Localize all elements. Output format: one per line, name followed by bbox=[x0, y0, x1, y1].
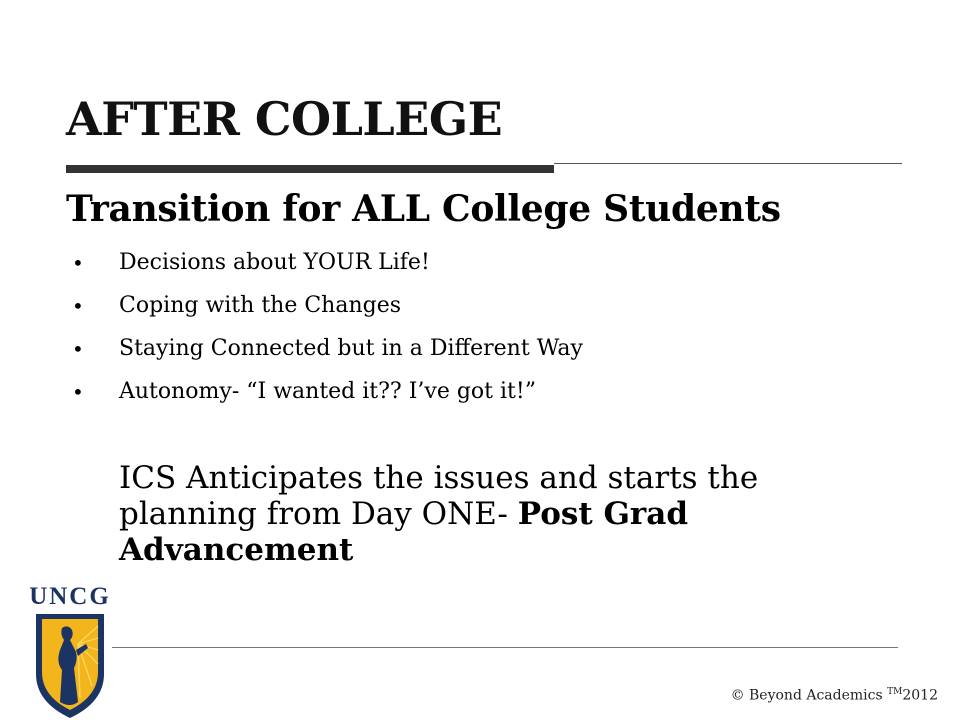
summary-paragraph bbox=[119, 460, 859, 568]
logo-wordmark: UNCG bbox=[29, 583, 111, 610]
trademark-mark: TM bbox=[887, 687, 903, 697]
bullet-dot-icon: • bbox=[72, 380, 84, 404]
summary-bold-text: Post Grad Advancement bbox=[119, 496, 689, 568]
uncg-shield-icon bbox=[22, 578, 118, 720]
title-underline-thin bbox=[554, 163, 902, 164]
slide-subtitle: Transition for ALL College Students bbox=[66, 188, 781, 230]
bullet-text: Coping with the Changes bbox=[119, 293, 402, 318]
title-underline-thick bbox=[66, 165, 554, 173]
bullet-text: Decisions about YOUR Life! bbox=[119, 250, 430, 275]
summary-regular-text: ICS Anticipates the issues and starts the planning from Day ONE- bbox=[119, 460, 759, 532]
slide-title: AFTER COLLEGE bbox=[66, 92, 503, 146]
bullet-text: Autonomy- “I wanted it?? I’ve got it!” bbox=[119, 379, 536, 404]
copyright-prefix: © Beyond Academics bbox=[730, 687, 883, 704]
bullet-dot-icon: • bbox=[72, 294, 84, 318]
copyright-year: 2012 bbox=[902, 687, 938, 704]
footer-divider bbox=[112, 647, 898, 648]
bullet-dot-icon: • bbox=[72, 337, 84, 361]
bullet-text: Staying Connected but in a Different Way bbox=[119, 336, 583, 361]
copyright-notice bbox=[731, 687, 938, 704]
bullet-dot-icon: • bbox=[72, 251, 84, 275]
